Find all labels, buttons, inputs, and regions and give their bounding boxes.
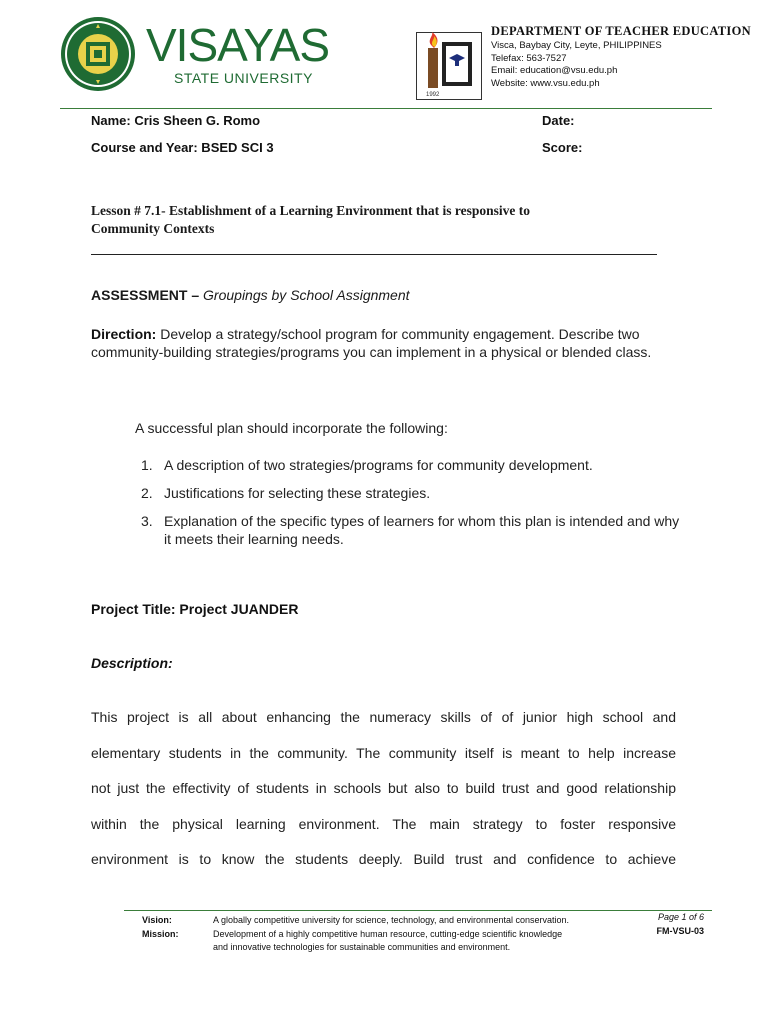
direction-paragraph <box>91 325 681 361</box>
form-code: FM-VSU-03 <box>656 926 704 936</box>
list-item-number: 1. <box>141 457 153 473</box>
lesson-title <box>91 202 651 238</box>
lesson-title-line-1: Lesson # 7.1- Establishment of a Learning Environment that is responsive to <box>91 203 531 218</box>
body-line: environment is to know the students deeply. Build trust and confidence to achieve <box>91 851 676 867</box>
list-item-number: 3. <box>141 513 153 529</box>
plan-intro: A successful plan should incorporate the following: <box>135 420 448 436</box>
department-email: Email: education@vsu.edu.ph <box>491 65 618 76</box>
description-heading: Description: <box>91 655 173 671</box>
body-line: not just the effectivity of students in schools but also to build trust and good relationship <box>91 780 676 796</box>
assessment-label: ASSESSMENT – <box>91 287 200 303</box>
body-line: This project is all about enhancing the numeracy skills of of junior high school and <box>91 709 676 725</box>
mission-text-line-2: and innovative technologies for sustainable communities and environment. <box>213 942 511 952</box>
assessment-subtitle: Groupings by School Assignment <box>203 287 410 303</box>
footer-divider <box>124 910 712 911</box>
list-item-text: Explanation of the specific types of learners for whom this plan is intended and why it meets their learning needs. <box>164 513 680 547</box>
direction-text: Develop a strategy/school program for community engagement. Describe two community-building strategies/programs you can implement in a physical or blended class. <box>91 326 652 360</box>
mission-text-line-1: Development of a highly competitive human resource, cutting-edge scientific knowledge <box>213 929 563 939</box>
list-item <box>135 512 680 548</box>
list-item <box>135 484 680 502</box>
project-title: Project Title: Project JUANDER <box>91 601 299 617</box>
lesson-title-line-2: Community Contexts <box>91 221 215 236</box>
department-telefax: Telefax: 563-7527 <box>491 52 567 64</box>
vision-text: A globally competitive university for science, technology, and environmental conservation. <box>213 915 570 925</box>
page-number: Page 1 of 6 <box>657 912 704 922</box>
university-seal-logo <box>60 16 136 92</box>
list-item-text: Justifications for selecting these strategies. <box>164 485 431 501</box>
department-logo <box>416 32 482 100</box>
university-name: VISAYAS <box>146 19 330 71</box>
body-line: within the physical learning environment. The main strategy to foster responsive <box>91 816 676 832</box>
body-line: elementary students in the community. The community itself is meant to help increase <box>91 745 676 761</box>
header-divider <box>60 108 712 109</box>
department-website: Website: www.vsu.edu.ph <box>491 77 600 89</box>
department-contact-block <box>491 24 751 90</box>
score-label: Score: <box>542 140 583 155</box>
course-year: Course and Year: BSED SCI 3 <box>91 140 274 155</box>
list-item-text: A description of two strategies/programs for community development. <box>164 457 593 473</box>
department-address: Visca, Baybay City, Leyte, PHILIPPINES <box>491 40 662 51</box>
student-name: Name: Cris Sheen G. Romo <box>91 113 261 128</box>
dept-logo-year: 1992 <box>426 92 440 98</box>
direction-label: Direction: <box>91 326 157 342</box>
plan-requirements-list <box>135 456 680 558</box>
department-title: DEPARTMENT OF TEACHER EDUCATION <box>491 24 751 38</box>
assessment-heading <box>91 287 410 303</box>
date-label: Date: <box>542 113 575 128</box>
vision-label: Vision: <box>142 915 172 925</box>
list-item-number: 2. <box>141 485 153 501</box>
list-item <box>135 456 680 474</box>
mission-label: Mission: <box>142 929 179 939</box>
university-subtitle: STATE UNIVERSITY <box>174 70 313 86</box>
lesson-divider <box>91 254 657 255</box>
